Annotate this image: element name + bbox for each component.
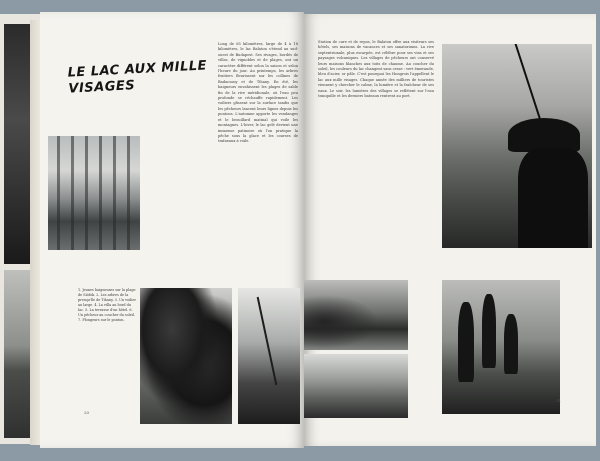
- photo-terrace: [304, 354, 408, 418]
- page-number-right: 21: [556, 398, 562, 403]
- article-body-right: Station de cure et de repos, le Balaton offre aux visiteurs ses hôtels, ses maisons de vacances et ses sanatoriums. La rive septentrionale, plus escarpée, est célèbre pour ses vins et ses paysages volcaniques. Les villages de pêcheurs ont conservé leurs maisons blanches aux toits de chaume. Au coucher du soleil, les couleurs du lac changent sans cesse : vert émeraude, bleu d'acier, or pâle. C'est pourquoi les Hongrois l'appellent le lac aux mille visages. Chaque année des milliers de touristes viennent y chercher le calme, la lumière et la fraîcheur de ses eaux. Le soir, les lumières des villages se reflètent sur l'eau tranquille et les derniers bateaux rentrent au port.: [318, 40, 434, 99]
- fisherman-figure: [518, 148, 588, 248]
- article-body-left: Long de 65 kilomètres, large de 4 à 18 kilomètres, le lac Balaton s'étend au sud-ouest de Budapest. Ses rivages, bordés de villas, de vignobles et de plages, ont un caractère différent selon la saison et selon l'heure du jour. Au printemps, les arbres fruitiers fleurissent sur les collines de Badacsony et de Tihany. En été, les baigneurs envahissent les plages de sable fin de la rive méridionale, où l'eau peu profonde se réchauffe rapidement. Les voiliers glissent sur la surface tandis que les pêcheurs lancent leurs lignes depuis les pontons. L'automne apporte les vendanges et le brouillard matinal qui voile les montagnes. L'hiver, le lac gelé devient une immense patinoire où l'on pratique la pêche sous la glace et les courses de traîneaux à voile.: [218, 42, 298, 144]
- diver-figure: [482, 294, 496, 368]
- photo-trees: [140, 288, 232, 424]
- diver-figure: [458, 302, 474, 382]
- photo-fisherman-silhouette: [442, 44, 592, 248]
- straw-hat: [508, 118, 580, 152]
- photo-sailboat: [238, 288, 300, 424]
- page-number-left: 20: [84, 410, 90, 415]
- photo-captions: 1. Jeunes baigneuses sur la plage de Siófok. 2. Les arbres de la presqu'île de Tihany. 3. Un voilier au large. 4. La villa au bord du lac. 5. La terrasse d'un hôtel. 6. Un pêcheur au coucher du soleil. 7. Plongeurs sur le ponton.: [78, 288, 136, 322]
- photo-divers: [442, 280, 560, 414]
- photo-villa: [304, 280, 408, 350]
- article-title: LE LAC AUX MILLE VISAGES: [67, 58, 208, 97]
- photo-swimmers: [48, 136, 140, 250]
- diver-figure: [504, 314, 518, 374]
- sail-mast: [257, 297, 278, 385]
